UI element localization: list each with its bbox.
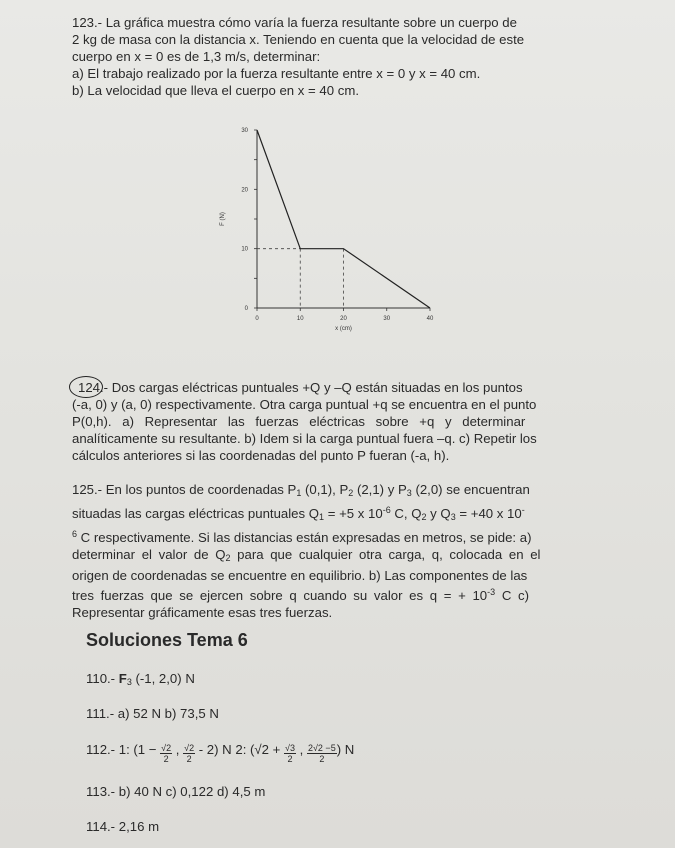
problem-123-line: a) El trabajo realizado por la fuerza resultante entre x = 0 y x = 40 cm. bbox=[72, 66, 481, 81]
problem-124-line: analíticamente su resultante. b) Idem si la carga puntual fuera –q. c) Repetir los bbox=[72, 431, 537, 446]
problem-124-number: 124 bbox=[78, 380, 101, 395]
problem-124-line: (-a, 0) y (a, 0) respectivamente. Otra carga puntual +q se encuentra en el punto bbox=[72, 397, 537, 412]
subscript: 3 bbox=[126, 677, 132, 687]
problem-124 bbox=[72, 379, 612, 464]
text: situadas las cargas eléctricas puntuales Q bbox=[72, 506, 320, 521]
text: = +40 x 10 bbox=[455, 506, 522, 521]
problem-125-line: Representar gráficamente esas tres fuerzas. bbox=[72, 605, 333, 620]
y-tick-label: 20 bbox=[241, 187, 248, 194]
superscript: -6 bbox=[382, 505, 391, 515]
text: 110.- bbox=[86, 671, 119, 686]
numerator: 2√2 −5 bbox=[307, 743, 336, 753]
problem-125-line bbox=[72, 502, 612, 526]
text: , bbox=[295, 742, 307, 757]
solution-111: 111.- a) 52 N b) 73,5 N bbox=[86, 706, 219, 721]
x-tick-label: 10 bbox=[296, 316, 304, 322]
text: - 2) N 2: (√2 + bbox=[195, 742, 285, 757]
x-axis-label: x (cm) bbox=[335, 326, 352, 332]
subscript: 2 bbox=[421, 512, 427, 522]
problem-125-line bbox=[72, 584, 612, 604]
problem-125 bbox=[72, 481, 612, 621]
text: y Q bbox=[426, 506, 451, 521]
x-tick-label: 30 bbox=[383, 316, 391, 322]
problem-125-line bbox=[72, 481, 612, 502]
solutions-title: Soluciones Tema 6 bbox=[86, 630, 248, 650]
text: (-1, 2,0) N bbox=[131, 671, 195, 686]
fraction bbox=[307, 743, 337, 764]
subscript: 3 bbox=[450, 512, 456, 522]
superscript: -3 bbox=[487, 587, 496, 597]
y-axis-label: F (N) bbox=[220, 212, 226, 226]
text: = +5 x 10 bbox=[324, 506, 383, 521]
text: C respectivamente. Si las distancias están expresadas en metros, se pide: a) bbox=[77, 530, 532, 545]
superscript: 6 bbox=[72, 529, 78, 539]
numerator: √3 bbox=[285, 743, 295, 753]
text: 125.- En los puntos de coordenadas P bbox=[72, 482, 297, 497]
problem-123-line: 123.- La gráfica muestra cómo varía la fuerza resultante sobre un cuerpo de bbox=[72, 15, 517, 30]
y-tick-label: 0 bbox=[244, 306, 248, 312]
problem-125-line bbox=[72, 526, 612, 546]
text: 112.- 1: (1 − bbox=[86, 742, 161, 757]
x-tick-label: 40 bbox=[426, 316, 434, 322]
problem-124-line: .- Dos cargas eléctricas puntuales +Q y –Q están situadas en los puntos bbox=[100, 380, 523, 395]
text: determinar el valor de Q bbox=[72, 547, 226, 562]
subscript: 2 bbox=[348, 488, 354, 498]
problem-124-line: P(0,h). a) Representar las fuerzas eléctricas sobre +q y determinar bbox=[72, 414, 526, 429]
force-distance-chart bbox=[200, 118, 450, 348]
fraction bbox=[284, 743, 296, 764]
text: ) N bbox=[336, 742, 355, 757]
denominator: 2 bbox=[287, 754, 293, 764]
text: (2,0) se encuentran bbox=[411, 482, 530, 497]
problem-125-line: origen de coordenadas se encuentre en equilibrio. b) Las componentes de las bbox=[72, 568, 528, 583]
chart-guides bbox=[257, 249, 344, 308]
y-tick-label: 10 bbox=[241, 246, 248, 253]
fraction bbox=[160, 743, 172, 764]
subscript: 1 bbox=[296, 488, 302, 498]
fraction bbox=[183, 743, 195, 764]
problem-124-line: cálculos anteriores si las coordenadas del punto P fueran (-a, h). bbox=[72, 448, 450, 463]
y-tick-label: 30 bbox=[241, 128, 248, 134]
solution-113: 113.- b) 40 N c) 0,122 d) 4,5 m bbox=[86, 784, 266, 799]
problem-125-line bbox=[72, 546, 612, 567]
text: tres fuerzas que se ejercen sobre q cuando su valor es q = + 10 bbox=[72, 588, 488, 603]
x-tick-label: 0 bbox=[255, 316, 259, 322]
subscript: 2 bbox=[225, 553, 231, 563]
text: , bbox=[172, 742, 184, 757]
text: para que cualquier otra carga, q, colocada en el bbox=[230, 547, 541, 562]
problem-123-line: 2 kg de masa con la distancia x. Teniendo en cuenta que la velocidad de este bbox=[72, 32, 525, 47]
x-tick-label: 20 bbox=[340, 316, 347, 322]
denominator: 2 bbox=[163, 754, 169, 764]
text: C, Q bbox=[390, 506, 422, 521]
text: (2,1) y P bbox=[353, 482, 407, 497]
vector-symbol: F bbox=[118, 671, 127, 686]
problem-123-line: cuerpo en x = 0 es de 1,3 m/s, determinar: bbox=[72, 49, 321, 64]
problem-123-line: b) La velocidad que lleva el cuerpo en x = 40 cm. bbox=[72, 83, 360, 98]
denominator: 2 bbox=[186, 754, 192, 764]
text: (0,1), P bbox=[301, 482, 349, 497]
problem-123 bbox=[72, 14, 612, 99]
numerator: √2 bbox=[161, 743, 172, 753]
solution-110 bbox=[86, 671, 195, 687]
denominator: 2 bbox=[319, 754, 325, 764]
subscript: 3 bbox=[406, 488, 412, 498]
numerator: √2 bbox=[184, 743, 195, 753]
solution-114: 114.- 2,16 m bbox=[86, 819, 160, 834]
solution-112 bbox=[86, 742, 354, 764]
text: C c) bbox=[495, 588, 529, 603]
chart-ticks bbox=[241, 128, 434, 322]
subscript: 1 bbox=[319, 512, 325, 522]
superscript: - bbox=[521, 505, 525, 515]
